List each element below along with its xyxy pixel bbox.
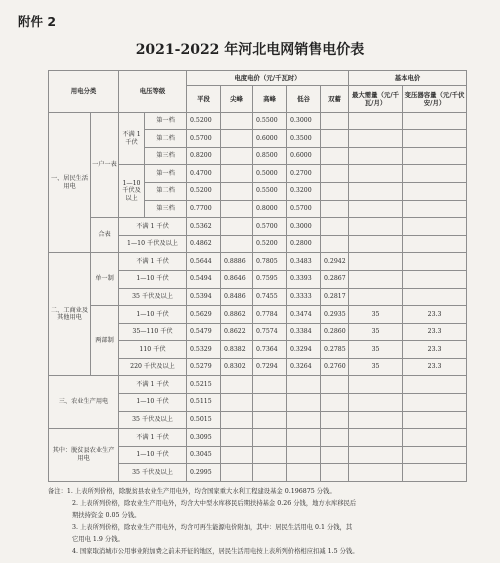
cell-md: 35 [349,306,403,324]
table-row [49,306,467,324]
cell-valley: 0.3483 [287,253,321,271]
cell-md [349,464,403,482]
cell-flat: 0.5329 [187,341,221,359]
cell-md [349,288,403,306]
table-row [49,112,467,130]
tier-label: 第二档 [145,130,187,148]
cell-deep [321,200,349,218]
cell-valley: 0.6000 [287,147,321,165]
cell-deep: 0.2860 [321,323,349,341]
cell-sharp: 0.8646 [221,270,253,288]
cell-peak: 0.5700 [253,218,287,236]
header-max-demand: 最大需量（元/千瓦/月） [349,86,403,112]
cell-valley [287,446,321,464]
cell-deep: 0.2942 [321,253,349,271]
cell-cap [403,218,467,236]
cell-deep [321,446,349,464]
header-energy-price: 电度电价（元/千瓦时） [187,71,349,86]
cell-cap: 23.3 [403,341,467,359]
cell-peak [253,411,287,429]
cell-deep [321,393,349,411]
cell-valley: 0.2800 [287,235,321,253]
cell-sharp: 0.8486 [221,288,253,306]
voltage-label: 35 千伏及以上 [119,288,187,306]
cell-cap [403,200,467,218]
cell-sharp [221,112,253,130]
cell-deep: 0.2760 [321,358,349,376]
cell-flat: 0.3095 [187,429,221,447]
category-residential: 一、居民生活用电 [49,112,91,253]
category-poverty-county-agricultural: 其中：脱贫县农业生产用电 [49,429,119,482]
voltage-label: 不满 1 千伏 [119,253,187,271]
cell-sharp: 0.8622 [221,323,253,341]
note-2: 2. 上表所列价格，除农业生产用电外，均含大中型水库移民后期扶持基金 0.26 分钱，地方水库移民后 [72,500,357,507]
subcategory-household: 一户一表 [91,112,119,217]
cell-flat: 0.5700 [187,130,221,148]
cell-sharp [221,130,253,148]
table-row [49,253,467,271]
cell-sharp [221,446,253,464]
cell-sharp [221,429,253,447]
cell-valley: 0.5700 [287,200,321,218]
cell-md: 35 [349,341,403,359]
cell-deep [321,464,349,482]
cell-cap [403,393,467,411]
cell-deep: 0.2817 [321,288,349,306]
cell-sharp: 0.8862 [221,306,253,324]
cell-flat: 0.5362 [187,218,221,236]
cell-peak: 0.7455 [253,288,287,306]
cell-peak: 0.7784 [253,306,287,324]
cell-flat: 0.8200 [187,147,221,165]
cell-peak: 0.5500 [253,183,287,201]
cell-deep [321,183,349,201]
cell-sharp [221,393,253,411]
header-sharp: 尖峰 [221,86,253,112]
cell-cap [403,429,467,447]
cell-flat: 0.5200 [187,183,221,201]
header-basic-price: 基本电价 [349,71,467,86]
cell-md [349,446,403,464]
cell-peak: 0.7294 [253,358,287,376]
tier-label: 第三档 [145,200,187,218]
cell-md [349,411,403,429]
note-2-cont: 期扶持资金 0.05 分钱。 [72,512,141,519]
voltage-label: 1—10 千伏 [119,270,187,288]
voltage-1to10kv: 1—10 千伏及以上 [119,165,145,218]
cell-md [349,147,403,165]
note-3: 3. 上表所列价格，除农业生产用电外，均含可再生能源电价附加，其中：居民生活用电 0.1 分钱，其 [72,524,353,531]
cell-valley: 0.3294 [287,341,321,359]
cell-cap [403,253,467,271]
notes [48,486,488,558]
cell-deep [321,376,349,394]
cell-cap [403,270,467,288]
cell-md [349,235,403,253]
cell-deep [321,147,349,165]
header-valley: 低谷 [287,86,321,112]
cell-flat: 0.2995 [187,464,221,482]
cell-md [349,112,403,130]
cell-md [349,165,403,183]
tier-label: 第一档 [145,165,187,183]
cell-peak: 0.7364 [253,341,287,359]
cell-valley: 0.3264 [287,358,321,376]
voltage-label: 35 千伏及以上 [119,411,187,429]
voltage-label: 35—110 千伏 [119,323,187,341]
table-row [49,376,467,394]
note-3-cont: 它用电 1.9 分钱。 [72,536,124,543]
cell-cap [403,165,467,183]
cell-flat: 0.5200 [187,112,221,130]
cell-flat: 0.3045 [187,446,221,464]
cell-flat: 0.5644 [187,253,221,271]
cell-sharp [221,376,253,394]
cell-flat: 0.5115 [187,393,221,411]
cell-md [349,130,403,148]
header-deep-valley: 双蓄 [321,86,349,112]
cell-cap [403,376,467,394]
cell-cap [403,130,467,148]
cell-valley: 0.3000 [287,218,321,236]
cell-peak [253,376,287,394]
cell-cap [403,112,467,130]
cell-md [349,429,403,447]
header-voltage: 电压等级 [119,71,187,113]
cell-cap: 23.3 [403,306,467,324]
cell-cap [403,446,467,464]
cell-deep: 0.2935 [321,306,349,324]
cell-valley: 0.2700 [287,165,321,183]
cell-cap [403,288,467,306]
subcategory-two-part: 两部制 [91,306,119,376]
header-transformer-capacity: 变压器容量（元/千伏安/月） [403,86,467,112]
cell-valley [287,464,321,482]
cell-md [349,200,403,218]
cell-peak: 0.8000 [253,200,287,218]
cell-valley: 0.3500 [287,130,321,148]
cell-md: 35 [349,358,403,376]
cell-sharp [221,200,253,218]
cell-deep: 0.2867 [321,270,349,288]
voltage-label: 不满 1 千伏 [119,218,187,236]
cell-valley [287,393,321,411]
cell-peak: 0.7595 [253,270,287,288]
cell-flat: 0.5629 [187,306,221,324]
cell-valley [287,376,321,394]
cell-valley: 0.3393 [287,270,321,288]
attachment-label: 附件 2 [18,14,57,29]
voltage-label: 1—10 千伏 [119,446,187,464]
cell-md [349,376,403,394]
cell-cap [403,235,467,253]
header-flat: 平段 [187,86,221,112]
cell-sharp [221,411,253,429]
cell-peak: 0.7574 [253,323,287,341]
voltage-label: 110 千伏 [119,341,187,359]
cell-cap: 23.3 [403,323,467,341]
cell-md [349,218,403,236]
note-4: 4. 国家取消城市公用事业附加费之前未开征的地区，居民生活用电按上表所列价格相应扣减 1.5 分钱。 [72,548,359,555]
voltage-label: 1—10 千伏 [119,393,187,411]
cell-sharp [221,165,253,183]
subcategory-single-part: 单一制 [91,253,119,306]
cell-peak [253,429,287,447]
cell-valley [287,411,321,429]
cell-cap [403,411,467,429]
cell-valley: 0.3474 [287,306,321,324]
cell-flat: 0.5394 [187,288,221,306]
document-title: 2021-2022 年河北电网销售电价表 [135,42,365,58]
cell-cap: 23.3 [403,358,467,376]
cell-sharp [221,464,253,482]
cell-peak: 0.5500 [253,112,287,130]
cell-cap [403,147,467,165]
cell-peak: 0.8500 [253,147,287,165]
cell-deep: 0.2785 [321,341,349,359]
cell-deep [321,411,349,429]
cell-flat: 0.4862 [187,235,221,253]
cell-md [349,270,403,288]
cell-flat: 0.5494 [187,270,221,288]
cell-sharp [221,235,253,253]
cell-md [349,253,403,271]
header-peak: 高峰 [253,86,287,112]
voltage-label: 35 千伏及以上 [119,464,187,482]
table-row [49,429,467,447]
cell-peak: 0.6000 [253,130,287,148]
cell-flat: 0.5479 [187,323,221,341]
cell-peak [253,446,287,464]
cell-flat: 0.4700 [187,165,221,183]
cell-md [349,393,403,411]
cell-deep [321,429,349,447]
cell-deep [321,112,349,130]
cell-sharp: 0.8382 [221,341,253,359]
cell-cap [403,183,467,201]
price-table [48,70,467,482]
voltage-label: 1—10 千伏 [119,306,187,324]
voltage-label: 不满 1 千伏 [119,376,187,394]
tier-label: 第二档 [145,183,187,201]
cell-valley: 0.3000 [287,112,321,130]
cell-sharp: 0.8302 [221,358,253,376]
header-category: 用电分类 [49,71,119,113]
category-agricultural: 三、农业生产用电 [49,376,119,429]
cell-md: 35 [349,323,403,341]
cell-valley [287,429,321,447]
cell-peak: 0.7805 [253,253,287,271]
cell-valley: 0.3200 [287,183,321,201]
voltage-label: 220 千伏及以上 [119,358,187,376]
tier-label: 第三档 [145,147,187,165]
voltage-lt1kv: 不满 1 千伏 [119,112,145,165]
note-1: 备注：1. 上表所列价格，除脱贫县农业生产用电外，均含国家重大水利工程建设基金 0.196875 分钱。 [48,488,336,495]
cell-deep [321,130,349,148]
cell-flat: 0.7700 [187,200,221,218]
cell-flat: 0.5015 [187,411,221,429]
cell-valley: 0.3333 [287,288,321,306]
cell-sharp: 0.8886 [221,253,253,271]
cell-sharp [221,147,253,165]
cell-sharp [221,183,253,201]
cell-deep [321,218,349,236]
subcategory-combined: 合表 [91,218,119,253]
cell-deep [321,235,349,253]
cell-peak: 0.5000 [253,165,287,183]
cell-peak [253,393,287,411]
cell-sharp [221,218,253,236]
tier-label: 第一档 [145,112,187,130]
cell-flat: 0.5215 [187,376,221,394]
table-row [49,218,467,236]
voltage-label: 不满 1 千伏 [119,429,187,447]
cell-flat: 0.5279 [187,358,221,376]
category-industrial-commercial: 二、工商业及其他用电 [49,253,91,376]
voltage-label: 1—10 千伏及以上 [119,235,187,253]
cell-deep [321,165,349,183]
cell-peak: 0.5200 [253,235,287,253]
cell-cap [403,464,467,482]
cell-valley: 0.3384 [287,323,321,341]
cell-md [349,183,403,201]
cell-peak [253,464,287,482]
